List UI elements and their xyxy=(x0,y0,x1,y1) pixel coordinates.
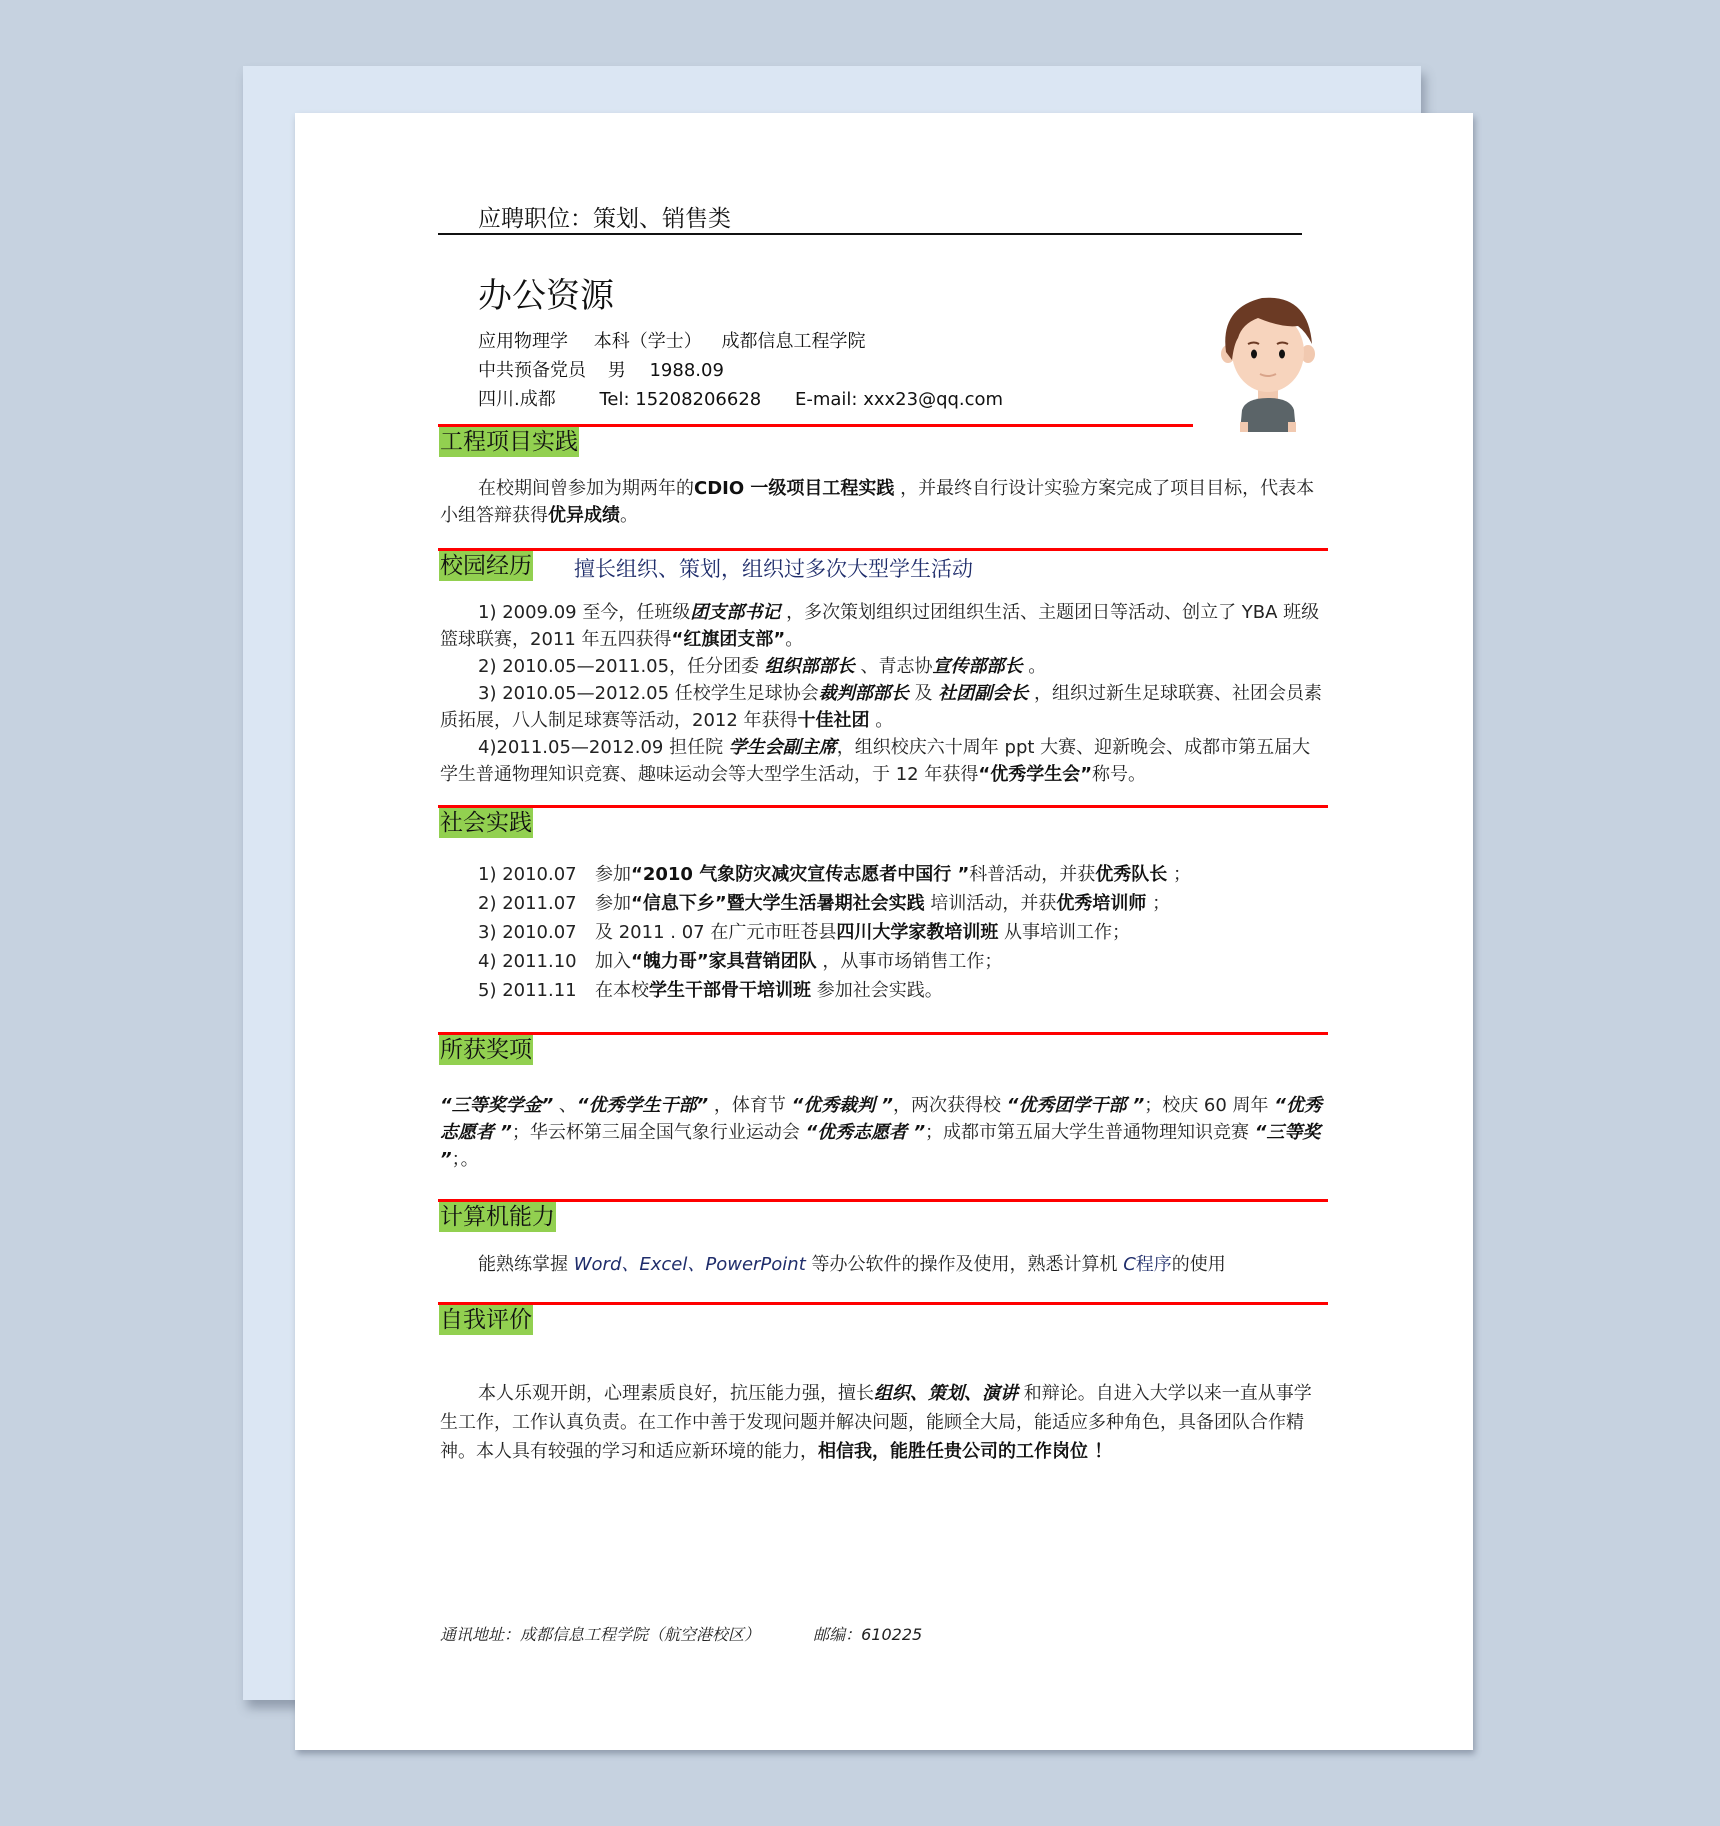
self-evaluation-text: 本人乐观开朗，心理素质良好，抗压能力强，擅长组织、策划、演讲 和辩论。自进入大学以来一直从事学生工作，工作认真负责。在工作中善于发现问题并解决问题，能顾全大局，能适应多种角色，具备团队合作精神。本人具有较强的学习和适应新环境的能力，相信我，能胜任贵公司的工作岗位 ！ xyxy=(440,1383,1312,1462)
section-divider xyxy=(438,548,1328,551)
award-text: ，体育节 xyxy=(708,1095,792,1116)
award-text: ；。 xyxy=(451,1149,479,1170)
section-title-self-evaluation: 自我评价 xyxy=(440,1307,532,1333)
award-name: “优秀志愿者 ” xyxy=(805,1122,926,1143)
cartoon-boy-avatar-icon xyxy=(1212,288,1324,432)
award-text: ；校庆 60 周年 xyxy=(1144,1095,1275,1116)
project-description: 在校期间曾参加为期两年的CDIO 一级项目工程实践 ，并最终自行设计实验方案完成了项目目标，代表本小组答辩获得优异成绩。 xyxy=(440,478,1315,526)
award-text: ；成都市第五届大学生普通物理知识竞赛 xyxy=(925,1122,1255,1143)
section-divider xyxy=(438,1199,1328,1202)
mailing-address: 通讯地址：成都信息工程学院（航空港校区） xyxy=(440,1625,761,1644)
section-divider xyxy=(438,805,1328,808)
section-title-campus: 校园经历 xyxy=(440,553,532,579)
campus-item: 2) 2010.05—2011.05，任分团委 组织部部长 、青志协宣传部部长 。 xyxy=(478,656,1047,677)
practice-item: 5) 2011.11 在本校学生干部骨干培训班 参加社会实践。 xyxy=(478,980,943,1001)
section-title-social: 社会实践 xyxy=(440,810,532,836)
degree: 本科（学士） xyxy=(593,331,702,352)
award-text: 、 xyxy=(553,1095,577,1116)
section-title-awards: 所获奖项 xyxy=(440,1037,532,1063)
education-line xyxy=(478,327,865,353)
personal-line xyxy=(478,356,724,382)
campus-subtitle: 擅长组织、策划，组织过多次大型学生活动 xyxy=(574,557,973,581)
awards-description xyxy=(440,1092,1326,1173)
location: 四川.成都 xyxy=(478,389,556,410)
campus-item: 3) 2010.05—2012.05 任校学生足球协会裁判部部长 及 社团副会长 ，组织过新生足球联赛、社团会员素质拓展，八人制足球赛等活动，2012 年获得十佳社团 。 xyxy=(440,683,1322,731)
computer-skills: 能熟练掌握 Word、Excel、PowerPoint 等办公软件的操作及使用，熟悉计算机 C程序的使用 xyxy=(478,1254,1226,1275)
contact-footer xyxy=(440,1622,922,1645)
practice-item: 4) 2011.10 加入“魄力哥”家具营销团队 ，从事市场销售工作； xyxy=(478,951,1003,972)
job-target-title: 应聘职位：策划、销售类 xyxy=(478,206,731,232)
campus-experience-list xyxy=(440,599,1326,788)
header-divider xyxy=(438,233,1302,235)
award-name: “三等奖学金” xyxy=(440,1095,554,1116)
practice-item: 1) 2010.07 参加“2010 气象防灾减灾宣传志愿者中国行 ”科普活动，并获优秀队长 ； xyxy=(478,864,1192,885)
phone: Tel: 15208206628 xyxy=(599,389,762,410)
award-name: “优秀团学干部 ” xyxy=(1006,1095,1145,1116)
applicant-name: 办公资源 xyxy=(478,276,614,316)
award-name: “优秀志愿者 ” xyxy=(440,1095,1322,1143)
practice-item: 2) 2011.07 参加“信息下乡”暨大学生活暑期社会实践 培训活动，并获优秀培训师 ； xyxy=(478,893,1171,914)
award-name: “优秀学生干部” xyxy=(576,1095,709,1116)
political-status: 中共预备党员 xyxy=(478,360,586,381)
section-title-computer: 计算机能力 xyxy=(440,1204,555,1230)
major: 应用物理学 xyxy=(478,331,568,352)
award-text: ；华云杯第三届全国气象行业运动会 xyxy=(511,1122,806,1143)
postal-code: 邮编：610225 xyxy=(813,1625,923,1644)
award-name: “三等奖 ” xyxy=(440,1122,1321,1170)
practice-item: 3) 2010.07 及 2011 . 07 在广元市旺苍县四川大学家教培训班 从事培训工作； xyxy=(478,922,1131,943)
section-title-project: 工程项目实践 xyxy=(440,429,578,455)
section-divider xyxy=(438,1032,1328,1035)
gender: 男 xyxy=(607,360,626,381)
school: 成都信息工程学院 xyxy=(721,331,866,352)
section-divider xyxy=(438,1302,1328,1305)
award-text: ，两次获得校 xyxy=(893,1095,1007,1116)
campus-item: 1) 2009.09 至今，任班级团支部书记 ，多次策划组织过团组织生活、主题团日等活动、创立了 YBA 班级篮球联赛，2011 年五四获得“红旗团支部”。 xyxy=(440,602,1320,650)
award-name: “优秀裁判 ” xyxy=(791,1095,894,1116)
birth-date: 1988.09 xyxy=(649,360,724,381)
email-link[interactable]: E-mail: xxx23@qq.com xyxy=(794,389,1004,410)
campus-item: 4)2011.05—2012.09 担任院 学生会副主席，组织校庆六十周年 ppt 大赛、迎新晚会、成都市第五届大学生普通物理知识竞赛、趣味运动会等大型学生活动，于 12 年获得“优秀学生会”称号。 xyxy=(440,737,1311,785)
contact-line xyxy=(478,385,1003,411)
